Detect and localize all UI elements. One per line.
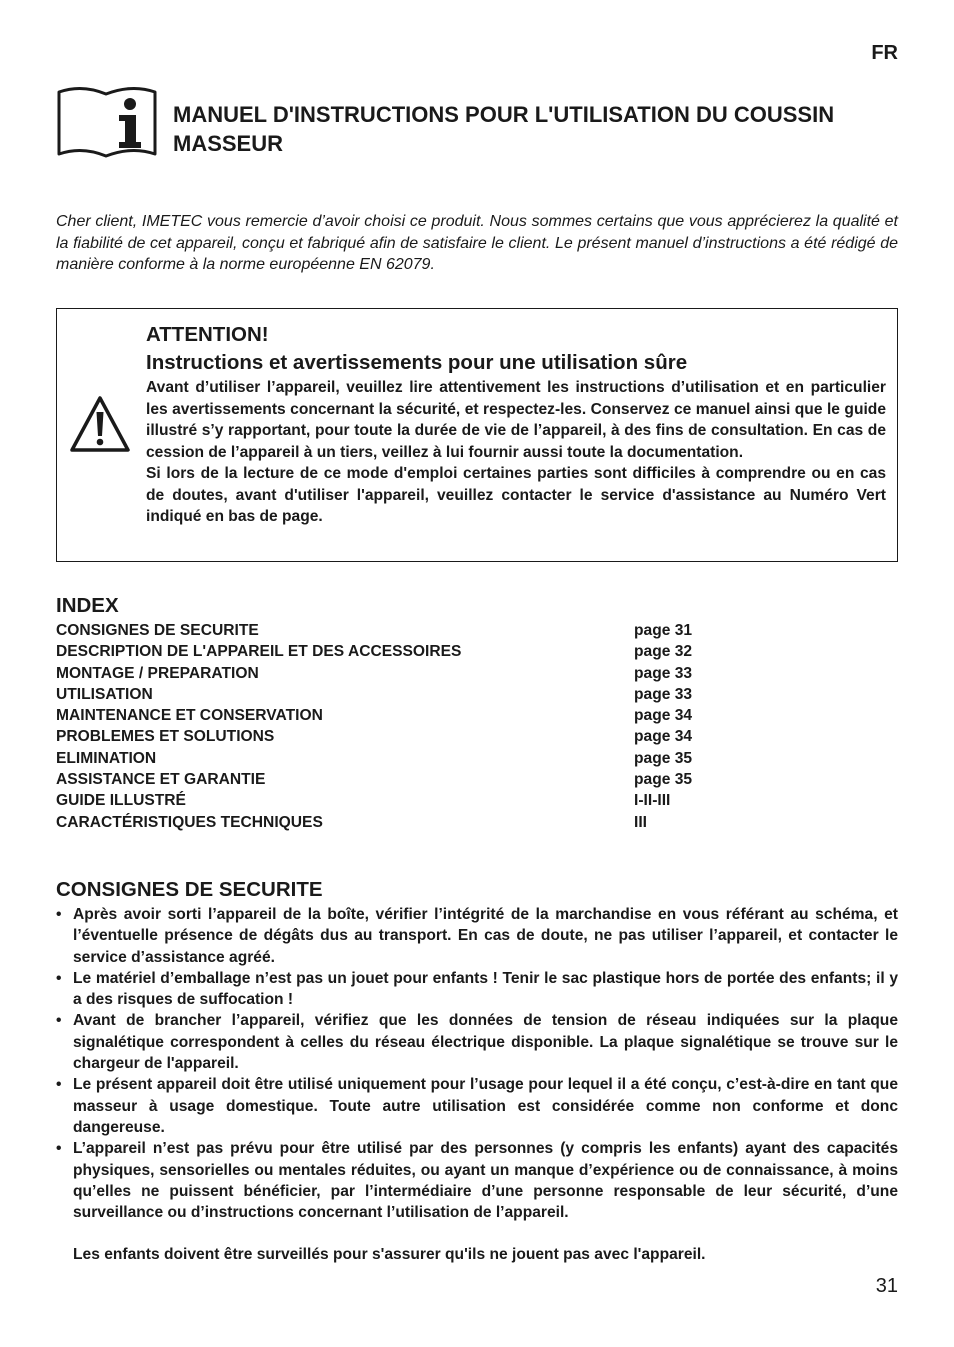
warning-triangle-icon: [69, 395, 131, 453]
index-list: [56, 620, 898, 833]
index-page: III: [634, 813, 647, 831]
warning-subheading: Instructions et avertissements pour une utilisation sûre: [146, 351, 688, 374]
list-item-text: L’appareil n’est pas prévu pour être utilisé par des personnes (y compris les enfants) ayant des capacités physiques, sensorielles ou mentales réduites, ou ayant un manque d’expérience ou de connaissance, à moins qu’elles ne puissent bénéficier, par l’intermédiaire d’une personne responsable de leur sécurité, d’une surveillance ou d’instructions concernant l’utilisation de l’appareil.: [73, 1140, 898, 1222]
page-number: 31: [875, 1275, 898, 1297]
children-note: Les enfants doivent être surveillés pour s'assurer qu'ils ne jouent pas avec l'appareil.: [73, 1246, 706, 1264]
list-item: [56, 1138, 898, 1223]
index-label: CONSIGNES DE SECURITE: [56, 622, 259, 639]
index-label: MONTAGE / PREPARATION: [56, 664, 259, 682]
list-item: [56, 1074, 898, 1138]
index-label: DESCRIPTION DE L'APPAREIL ET DES ACCESSOIRES: [56, 643, 462, 661]
index-row: [56, 705, 898, 726]
list-item: [56, 968, 898, 1011]
index-row: [56, 812, 898, 833]
index-row: [56, 684, 898, 705]
index-row: [56, 620, 898, 641]
warning-box: [56, 308, 898, 562]
intro-paragraph: Cher client, IMETEC vous remercie d’avoir choisi ce produit. Nous sommes certains que vous apprécierez la qualité et la fiabilité de cet appareil, conçu et fabriqué afin de satisfaire le client. Le présent manuel d’instructions a été rédigé de manière conforme à la norme européenne EN 62079.: [56, 213, 898, 273]
index-row: [56, 663, 898, 684]
bullet-mark: •: [56, 1140, 62, 1158]
safety-section: [56, 876, 898, 1266]
warning-paragraph: Si lors de la lecture de ce mode d'emploi certaines parties sont difficiles à comprendre ou en cas de doutes, avant d'utiliser l'appareil, veuillez contacter le service d'assistance au Numéro Vert indiqué en bas de page.: [146, 465, 886, 525]
list-item-text: Le présent appareil doit être utilisé uniquement pour l’usage pour lequel il a été conçu, c’est-à-dire en tant que masseur à usage domestique. Toute autre utilisation est considérée comme non conforme et donc dangereuse.: [73, 1076, 898, 1136]
index-label: CARACTÉRISTIQUES TECHNIQUES: [56, 813, 323, 831]
list-item: [56, 1010, 898, 1074]
index-row: [56, 641, 898, 662]
warning-paragraph: Avant d’utiliser l’appareil, veuillez lire attentivement les instructions d’utilisation et en particulier les avertissements concernant la sécurité, et respectez-les. Conservez ce manuel ainsi que le guide illustré s’y rapportant, pour toute la durée de vie de l’appareil, à des fins de consultation. En cas de cession de l’appareil à un tiers, veillez à lui fournir aussi toute la documentation.: [146, 379, 886, 461]
index-page: page 34: [634, 728, 693, 746]
bullet-mark: •: [56, 1012, 62, 1030]
list-item-text: Après avoir sorti l’appareil de la boîte, vérifier l’intégrité de la marchandise en vous référant au schéma, et l’éventuelle présence de dégâts dus au transport. En cas de doute, ne pas utiliser l’appareil, et contacter le service d’assistance agréé.: [73, 906, 898, 966]
bullet-mark: •: [56, 969, 62, 987]
index-label: PROBLEMES ET SOLUTIONS: [56, 728, 275, 746]
list-item-text: Avant de brancher l’appareil, vérifiez que les données de tension de réseau indiquées sur la plaque signalétique correspondent à celles du réseau électrique disponible. La plaque signalétique se trouve sur le chargeur de l'appareil.: [73, 1012, 898, 1073]
index-page: page 33: [634, 685, 693, 703]
index-row: [56, 726, 898, 747]
index-page: page 35: [634, 749, 693, 767]
manual-info-icon: [56, 82, 158, 160]
index-label: MAINTENANCE ET CONSERVATION: [56, 707, 323, 725]
index-row: [56, 769, 898, 790]
index-page: page 34: [634, 707, 693, 725]
page-title: MANUEL D'INSTRUCTIONS POUR L'UTILISATION DU COUSSIN MASSEUR: [173, 102, 835, 156]
warning-text: [146, 321, 886, 528]
list-item: [56, 904, 898, 968]
warning-heading: ATTENTION!: [146, 323, 269, 346]
index-page: page 35: [634, 771, 693, 789]
index-row: [56, 748, 898, 769]
index-row: [56, 790, 898, 811]
index-label: ASSISTANCE ET GARANTIE: [56, 771, 266, 789]
index-label: ELIMINATION: [56, 749, 157, 767]
index-label: GUIDE ILLUSTRÉ: [56, 792, 186, 810]
language-code: FR: [871, 42, 898, 64]
index-title: INDEX: [56, 594, 119, 617]
index-label: UTILISATION: [56, 685, 153, 703]
index-page: page 33: [634, 664, 693, 682]
index-page: page 32: [634, 643, 693, 661]
index-section: [56, 592, 898, 833]
list-item-text: Le matériel d’emballage n’est pas un jouet pour enfants ! Tenir le sac plastique hors de portée des enfants; il y a des risques de suffocation !: [73, 969, 898, 1009]
safety-list: [56, 904, 898, 1223]
safety-title: CONSIGNES DE SECURITE: [56, 878, 323, 901]
index-page: page 31: [634, 622, 693, 639]
bullet-mark: •: [56, 906, 62, 923]
index-page: I-II-III: [634, 792, 671, 810]
manual-header: [56, 82, 898, 162]
bullet-mark: •: [56, 1076, 62, 1094]
